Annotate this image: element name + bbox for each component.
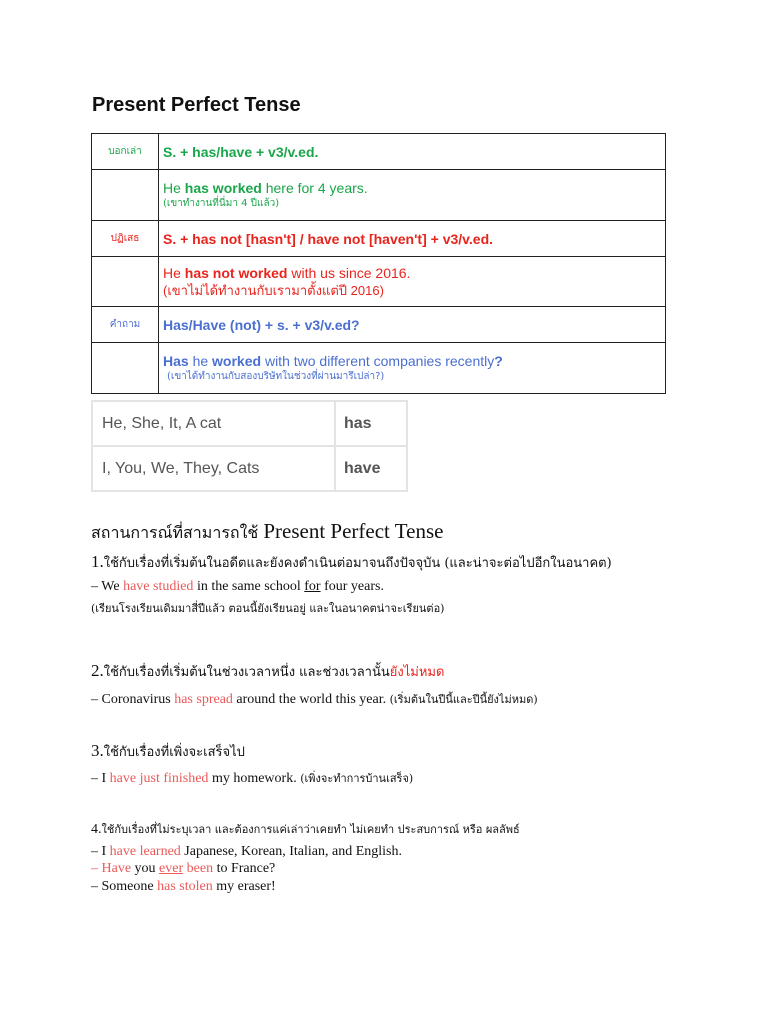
example-verb: have studied (123, 579, 194, 594)
example-text: around the world this year. (232, 692, 390, 707)
grammar-table (91, 133, 666, 394)
question-example-row (92, 343, 666, 394)
usage-example-1 (91, 579, 384, 595)
example-text: four years. (320, 579, 384, 594)
negative-label: ปฏิเสธ (92, 221, 159, 257)
example-text: he (188, 353, 213, 369)
example-verb: have learned (109, 844, 181, 859)
example-text: He (163, 180, 185, 196)
example-text: – I (91, 771, 110, 786)
example-verb: has worked (184, 180, 262, 196)
usage-example-4c (91, 879, 276, 895)
example-verb: been (186, 861, 214, 876)
usage-section-title (91, 519, 443, 546)
usage-heading-2 (91, 661, 444, 682)
usage-translation-1 (91, 599, 444, 617)
example-verb: – Have (91, 861, 132, 876)
example-verb: has stolen (157, 879, 213, 894)
empty-cell (92, 170, 159, 221)
example-verb: Has (163, 353, 189, 369)
affirmative-example-row (92, 170, 666, 221)
example-verb: has spread (174, 692, 233, 707)
empty-cell (92, 343, 159, 394)
subject-verb-table (91, 400, 408, 492)
affirmative-translation: (เขาทำงานที่นี่มา 4 ปีแล้ว) (163, 198, 280, 209)
usage-heading-4 (91, 820, 520, 838)
negative-example-row (92, 257, 666, 307)
question-formula: Has/Have (not) + s. + v3/v.ed? (159, 307, 666, 343)
example-text: – I (91, 844, 110, 859)
item-number: 4. (91, 822, 102, 837)
heading-text: ใช้กับเรื่องที่เพิ่งจะเสร็จไป (103, 745, 245, 760)
affirmative-formula-row (92, 134, 666, 170)
usage-example-4a (91, 844, 402, 860)
example-text: here for 4 years. (261, 180, 368, 196)
example-verb: worked (212, 353, 262, 369)
subject-row (92, 401, 407, 446)
example-text: – Someone (91, 879, 158, 894)
example-keyword: for (304, 579, 321, 594)
subject-row (92, 446, 407, 491)
example-text: my eraser! (212, 879, 276, 894)
usage-title-thai: สถานการณ์ที่สามารถใช้ (91, 523, 264, 542)
negative-example (159, 257, 666, 307)
example-text: Japanese, Korean, Italian, and English. (180, 844, 403, 859)
item-number: 2. (91, 661, 104, 680)
translation-text: (เพิ่งจะทำการบ้านเสร็จ) (300, 772, 414, 785)
empty-cell (92, 257, 159, 307)
usage-heading-1 (91, 552, 612, 573)
example-text: my homework. (208, 771, 301, 786)
question-mark: ? (494, 353, 503, 369)
example-text: – We (91, 579, 124, 594)
example-text: to France? (213, 861, 276, 876)
example-keyword: ever (159, 861, 184, 876)
usage-heading-3 (91, 741, 245, 762)
usage-example-4b (91, 861, 275, 877)
example-verb: have just finished (109, 771, 209, 786)
item-number: 1. (91, 552, 104, 571)
subject-cell: He, She, It, A cat (92, 401, 335, 446)
example-text: – Coronavirus (91, 692, 175, 707)
example-text: in the same school (193, 579, 305, 594)
example-text: with two different companies recently (261, 353, 495, 369)
item-number: 3. (91, 741, 104, 760)
question-formula-row (92, 307, 666, 343)
heading-highlight: ยังไม่หมด (389, 665, 445, 680)
usage-example-3 (91, 769, 413, 787)
translation-text: (เรียนโรงเรียนเดิมมาสี่ปีแล้ว ตอนนี้ยังเรียนอยู่ และในอนาคตน่าจะเรียนต่อ) (91, 602, 445, 615)
heading-text: ใช้กับเรื่องที่เริ่มต้นในช่วงเวลาหนึ่ง และช่วงเวลานั้น (103, 665, 390, 680)
usage-example-2 (91, 690, 538, 708)
negative-formula: S. + has not [hasn't] / have not [haven't] + v3/v.ed. (159, 221, 666, 257)
question-label: คำถาม (92, 307, 159, 343)
heading-text: ใช้กับเรื่องที่เริ่มต้นในอดีตและยังคงดำเนินต่อมาจนถึงปัจจุบัน (และน่าจะต่อไปอีกในอนาคต) (103, 556, 612, 571)
subject-cell: I, You, We, They, Cats (92, 446, 335, 491)
affirmative-formula: S. + has/have + v3/v.ed. (159, 134, 666, 170)
affirmative-label: บอกเล่า (92, 134, 159, 170)
usage-title-english: Present Perfect Tense (263, 519, 444, 543)
page-title: Present Perfect Tense (92, 94, 301, 116)
verb-cell: has (335, 401, 407, 446)
question-translation: (เขาได้ทำงานกับสองบริษัทในช่วงที่ผ่านมารึเปล่า?) (167, 371, 385, 382)
negative-translation: (เขาไม่ได้ทำงานกับเรามาตั้งแต่ปี 2016) (163, 282, 384, 298)
example-text: you (131, 861, 160, 876)
negative-formula-row (92, 221, 666, 257)
example-verb: has not worked (184, 264, 288, 281)
heading-text: ใช้กับเรื่องที่ไม่ระบุเวลา และต้องการแค่เล่าว่าเคยทำ ไม่เคยทำ ประสบการณ์ หรือ ผลลัพธ์ (101, 823, 520, 836)
question-example (159, 343, 666, 394)
translation-text: (เริ่มต้นในปีนี้และปีนี้ยังไม่หมด) (389, 693, 538, 706)
affirmative-example (159, 170, 666, 221)
example-text: with us since 2016. (287, 264, 411, 281)
verb-cell: have (335, 446, 407, 491)
example-text: He (163, 264, 185, 281)
